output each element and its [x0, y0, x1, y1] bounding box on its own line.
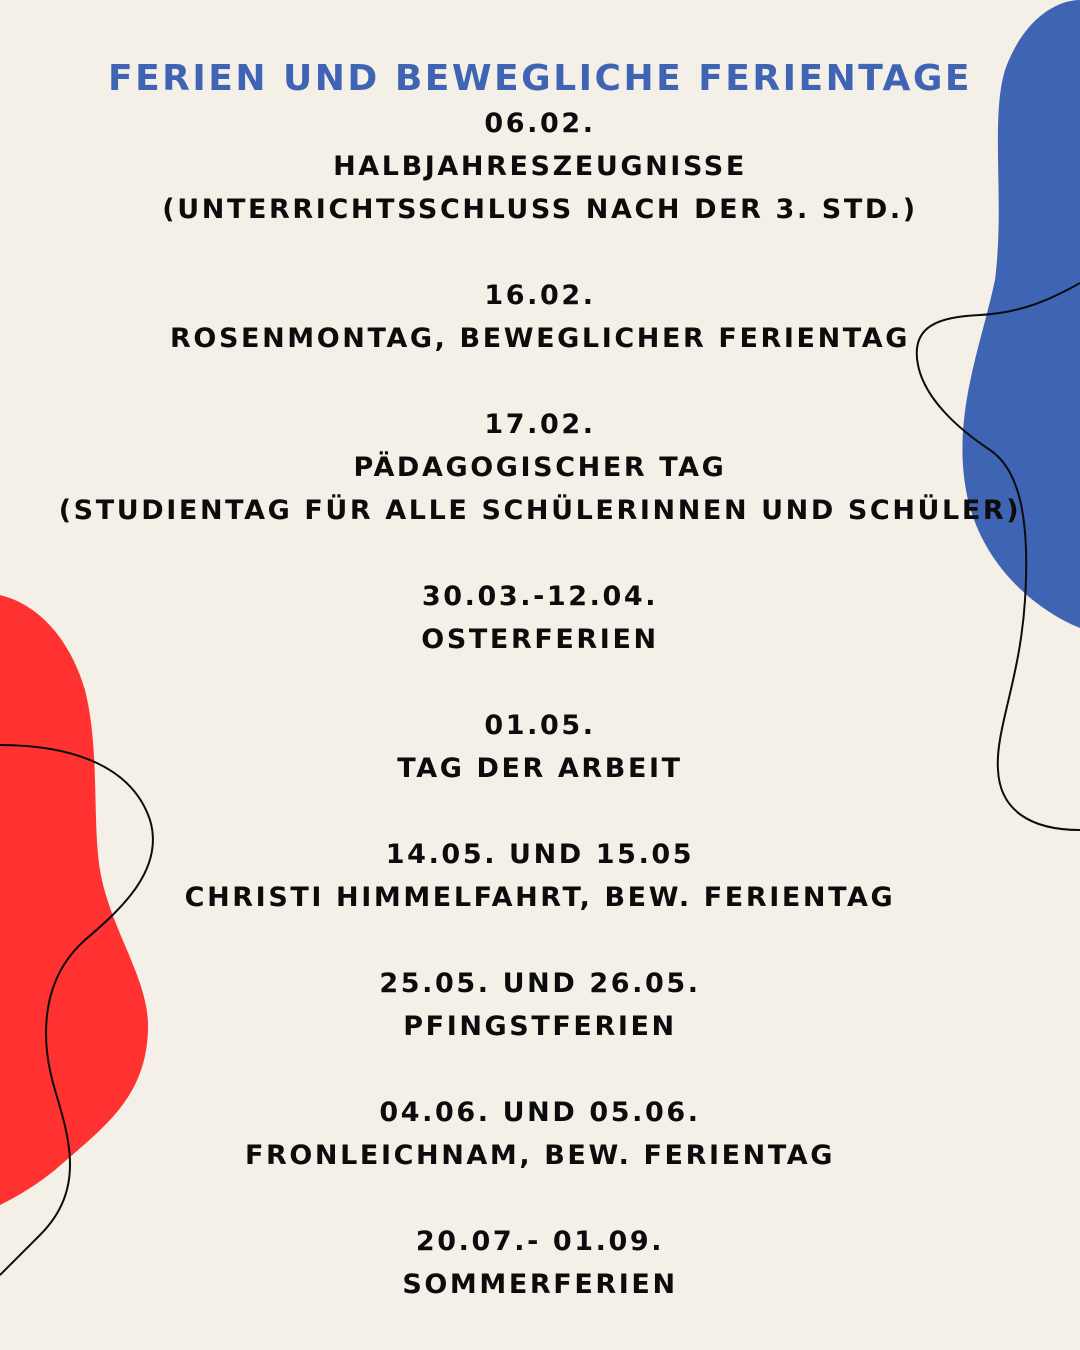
entry-description: FRONLEICHNAM, BEW. FERIENTAG: [244, 1140, 836, 1171]
entry-description: ROSENMONTAG, BEWEGLICHER FERIENTAG: [170, 323, 910, 354]
schedule-entry: [0, 102, 1080, 231]
entry-description: (UNTERRICHTSSCHLUSS NACH DER 3. STD.): [162, 194, 918, 225]
entry-description: PFINGSTFERIEN: [403, 1011, 677, 1042]
page-title: FERIEN UND BEWEGLICHE FERIENTAGE: [107, 58, 972, 99]
entry-date: 01.05.: [484, 710, 596, 741]
schedule-entry: [0, 962, 1080, 1048]
schedule-entry: [0, 575, 1080, 661]
entry-description: OSTERFERIEN: [421, 624, 659, 655]
entry-date: 20.07.- 01.09.: [415, 1226, 665, 1257]
schedule-entry: [0, 833, 1080, 919]
schedule-content: [0, 56, 1080, 1349]
entry-description: CHRISTI HIMMELFAHRT, BEW. FERIENTAG: [184, 882, 896, 913]
entry-date: 14.05. UND 15.05: [385, 839, 695, 870]
schedule-entry: [0, 1220, 1080, 1306]
entry-date: 06.02.: [484, 108, 596, 139]
entry-description: (STUDIENTAG FÜR ALLE SCHÜLERINNEN UND SCHÜLER): [58, 495, 1022, 526]
entry-description: SOMMERFERIEN: [402, 1269, 678, 1300]
entry-date: 04.06. UND 05.06.: [379, 1097, 701, 1128]
entry-date: 16.02.: [484, 280, 596, 311]
entry-date: 17.02.: [484, 409, 596, 440]
entry-date: 25.05. UND 26.05.: [379, 968, 701, 999]
schedule-entry: [0, 274, 1080, 360]
entry-description: PÄDAGOGISCHER TAG: [353, 452, 727, 483]
schedule-entry: [0, 704, 1080, 790]
entry-description: HALBJAHRESZEUGNISSE: [333, 151, 747, 182]
schedule-entry: [0, 1091, 1080, 1177]
entry-description: TAG DER ARBEIT: [397, 753, 683, 784]
schedule-list: [0, 102, 1080, 1306]
schedule-entry: [0, 403, 1080, 532]
entry-date: 30.03.-12.04.: [421, 581, 659, 612]
